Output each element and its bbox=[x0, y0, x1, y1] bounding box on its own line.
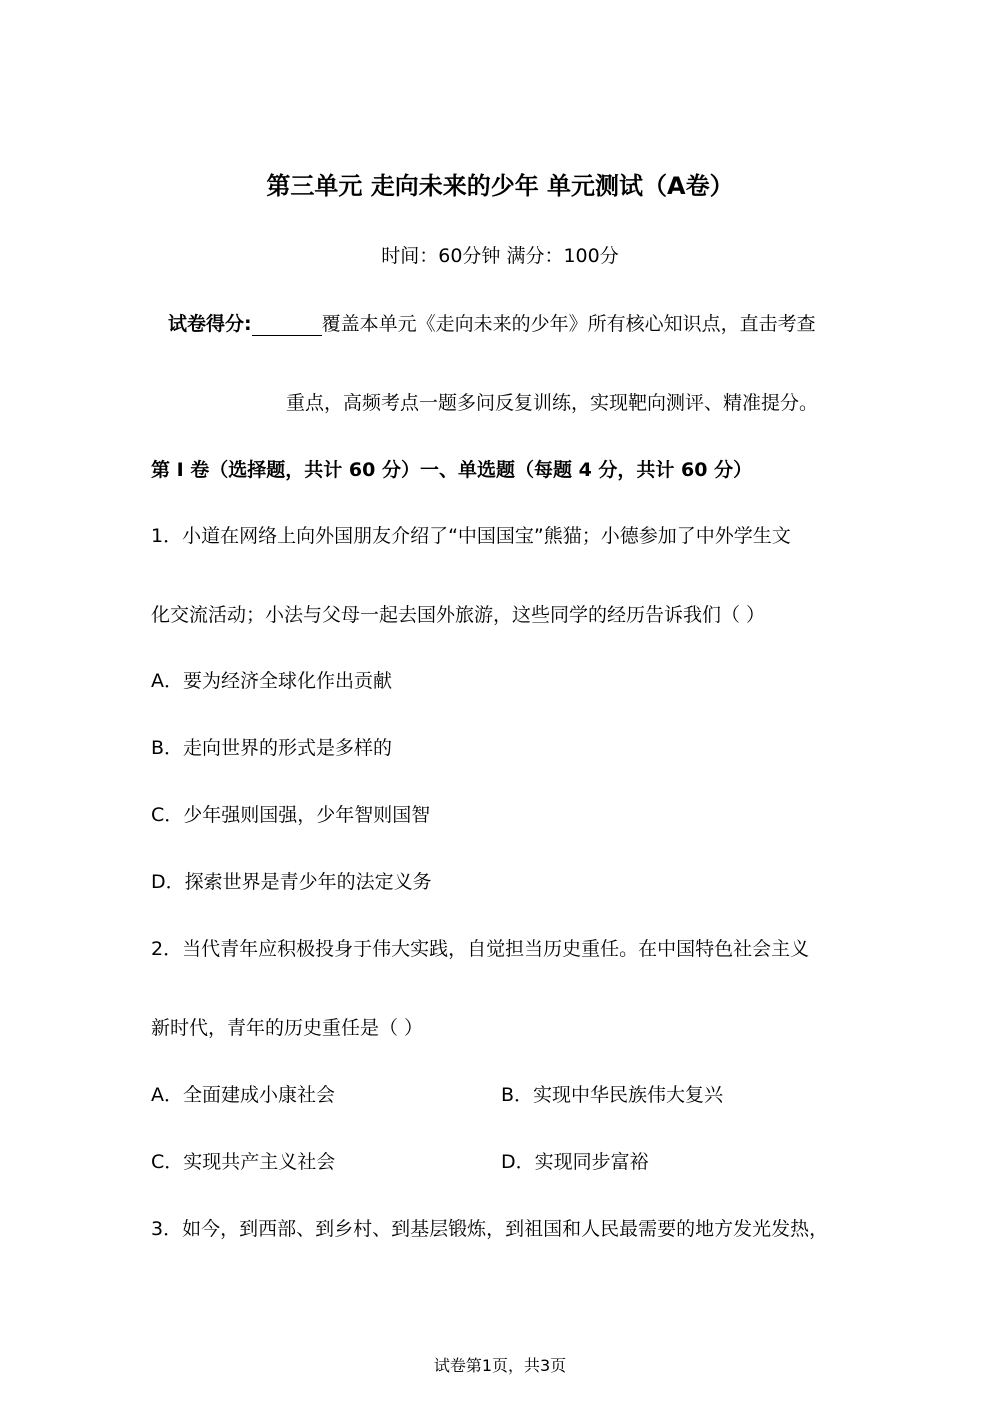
question-3-stem-line-1: 3．如今，到西部、到乡村、到基层锻炼，到祖国和人民最需要的地方发光发热， bbox=[151, 1218, 829, 1240]
question-1-option-b: B．走向世界的形式是多样的 bbox=[151, 737, 393, 759]
page-title: 第三单元 走向未来的少年 单元测试（A卷） bbox=[266, 172, 734, 200]
question-1-stem-line-1: 1．小道在网络上向外国朋友介绍了“中国国宝”熊猫；小德参加了中外学生文 bbox=[151, 525, 791, 547]
question-1-option-a: A．要为经济全球化作出贡献 bbox=[151, 670, 392, 692]
score-label: 试卷得分: bbox=[168, 313, 252, 335]
intro-line-2: 重点，高频考点一题多问反复训练，实现靶向测评、精准提分。 bbox=[286, 392, 819, 414]
question-1-stem-line-2: 化交流活动；小法与父母一起去国外旅游，这些同学的经历告诉我们（ ） bbox=[151, 604, 766, 626]
question-2-option-a: A．全面建成小康社会 bbox=[151, 1084, 335, 1106]
question-1-option-d: D．探索世界是青少年的法定义务 bbox=[151, 871, 432, 893]
question-2-option-d: D．实现同步富裕 bbox=[501, 1151, 649, 1173]
score-blank bbox=[252, 315, 322, 336]
intro-line-1 bbox=[168, 312, 816, 336]
question-1-option-c: C．少年强则国强，少年智则国智 bbox=[151, 804, 431, 826]
exam-time-info: 时间：60分钟 满分：100分 bbox=[381, 245, 619, 267]
question-2-option-b: B．实现中华民族伟大复兴 bbox=[501, 1084, 724, 1106]
page-footer: 试卷第1页，共3页 bbox=[433, 1356, 567, 1375]
intro-text-1: 覆盖本单元《走向未来的少年》所有核心知识点，直击考查 bbox=[321, 313, 816, 335]
question-2-stem-line-1: 2．当代青年应积极投身于伟大实践，自觉担当历史重任。在中国特色社会主义 bbox=[151, 938, 810, 960]
question-2-option-c: C．实现共产主义社会 bbox=[151, 1151, 336, 1173]
section-heading: 第 I 卷（选择题，共计 60 分）一、单选题（每题 4 分，共计 60 分） bbox=[151, 459, 753, 481]
question-2-stem-line-2: 新时代，青年的历史重任是（ ） bbox=[151, 1017, 424, 1039]
